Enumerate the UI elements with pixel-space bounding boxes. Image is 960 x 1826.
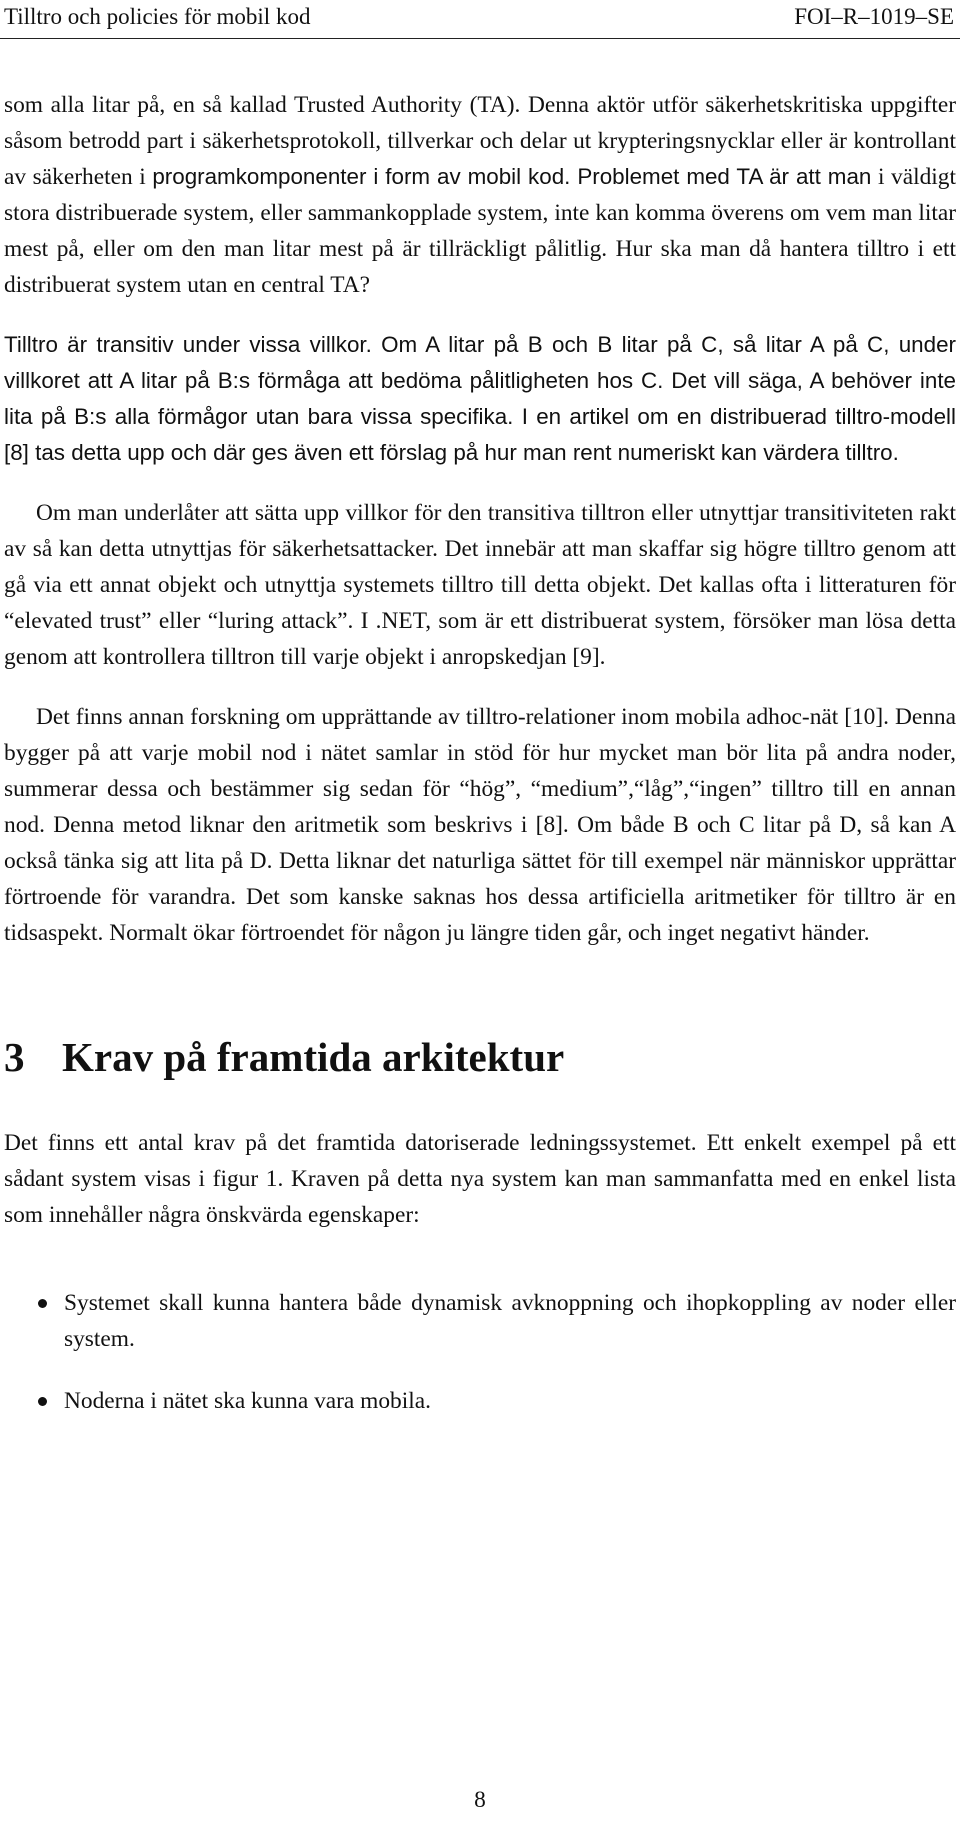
bullet-dot-icon bbox=[38, 1397, 47, 1406]
requirements-list bbox=[4, 1285, 956, 1419]
paragraph-security-attacks: Om man underlåter att sätta upp villkor för den transitiva tilltron eller utnyttjar transitiviteten rakt av så kan detta utnyttjas för säkerhetsattacker. Det innebär att man skaffar sig högre tilltro genom att gå via ett annat objekt och utnyttja systemets tilltro till detta objekt. Det kallas ofta i litteraturen för “elevated trust” eller “luring attack”. I .NET, som är ett distribuerat system, försöker man lösa detta genom att kontrollera tilltron till varje objekt i anropskedjan [9]. bbox=[4, 500, 956, 670]
running-header bbox=[0, 0, 960, 39]
paragraph-text-sans: programkomponenter i form av mobil kod. Problemet med TA är att man bbox=[152, 164, 872, 189]
paragraph-trusted-authority bbox=[4, 87, 956, 303]
paragraph-adhoc-research: Det finns annan forskning om upprättande av tilltro-relationer inom mobila adhoc-nät [10]. Denna bygger på att varje mobil nod i nätet samlar in stöd för hur mycket man bör lita på andra noder, summerar dessa och bestämmer sig sedan för “hög”, “medium”,“låg”,“ingen” tilltro till en annan nod. Denna metod liknar den aritmetik som beskrivs i [8]. Om både B och C litar på D, så kan A också tänka sig att lita på D. Detta liknar det naturliga sättet för till exempel när människor upprättar förtroende för varandra. Det som kanske saknas hos dessa artificiella aritmetiker för tilltro är en tidsaspekt. Normalt ökar förtroendet för någon ju längre tiden går, och inget negativt händer. bbox=[4, 704, 956, 946]
header-report-id: FOI–R–1019–SE bbox=[794, 4, 954, 29]
paragraph-transitive-trust: Tilltro är transitiv under vissa villkor. Om A litar på B och B litar på C, så litar A på C, under villkoret att A litar på B:s förmåga att bedöma pålitligheten hos C. Det vill säga, A behöver inte lita på B:s alla förmågor utan bara vissa specifika. I en artikel om en distribuerad tilltro-modell [8] tas detta upp och där ges även ett förslag på hur man rent numeriskt kan värdera tilltro. bbox=[4, 332, 956, 465]
list-item bbox=[4, 1285, 956, 1357]
section-heading bbox=[4, 1033, 956, 1081]
bullet-dot-icon bbox=[38, 1299, 47, 1308]
list-item-text: Noderna i nätet ska kunna vara mobila. bbox=[64, 1388, 431, 1414]
list-item bbox=[4, 1383, 956, 1419]
page-number: 8 bbox=[474, 1787, 486, 1813]
list-item-text: Systemet skall kunna hantera både dynamisk avknoppning och ihopkoppling av noder eller system. bbox=[64, 1290, 956, 1352]
header-title: Tilltro och policies för mobil kod bbox=[4, 4, 311, 29]
section-intro: Det finns ett antal krav på det framtida datoriserade ledningssystemet. Ett enkelt exempel på ett sådant system visas i figur 1. Kraven på detta nya system kan man sammanfatta med en enkel lista som innehåller några önskvärda egenskaper: bbox=[4, 1130, 956, 1228]
paragraph-text-b: i väldigt stora distribuerade system, eller sammankopplade system, inte kan komma överens om vem man litar mest på, eller om den man litar mest på är tillräckligt pålitlig. Hur ska man då hantera tilltro i ett distribuerat system utan en central TA? bbox=[4, 164, 956, 298]
section-number: 3 bbox=[4, 1034, 25, 1080]
section-title: Krav på framtida arkitektur bbox=[62, 1034, 565, 1080]
paragraph-text-a: som alla litar på, en så kallad Trusted Authority (TA). Denna aktör utför säkerhetskritiska uppgifter såsom betrodd part i säkerhetsprotokoll, tillverkar och delar ut krypteringsnycklar eller är kontrollant av säkerheten i bbox=[4, 92, 956, 190]
page-body bbox=[4, 87, 956, 1445]
